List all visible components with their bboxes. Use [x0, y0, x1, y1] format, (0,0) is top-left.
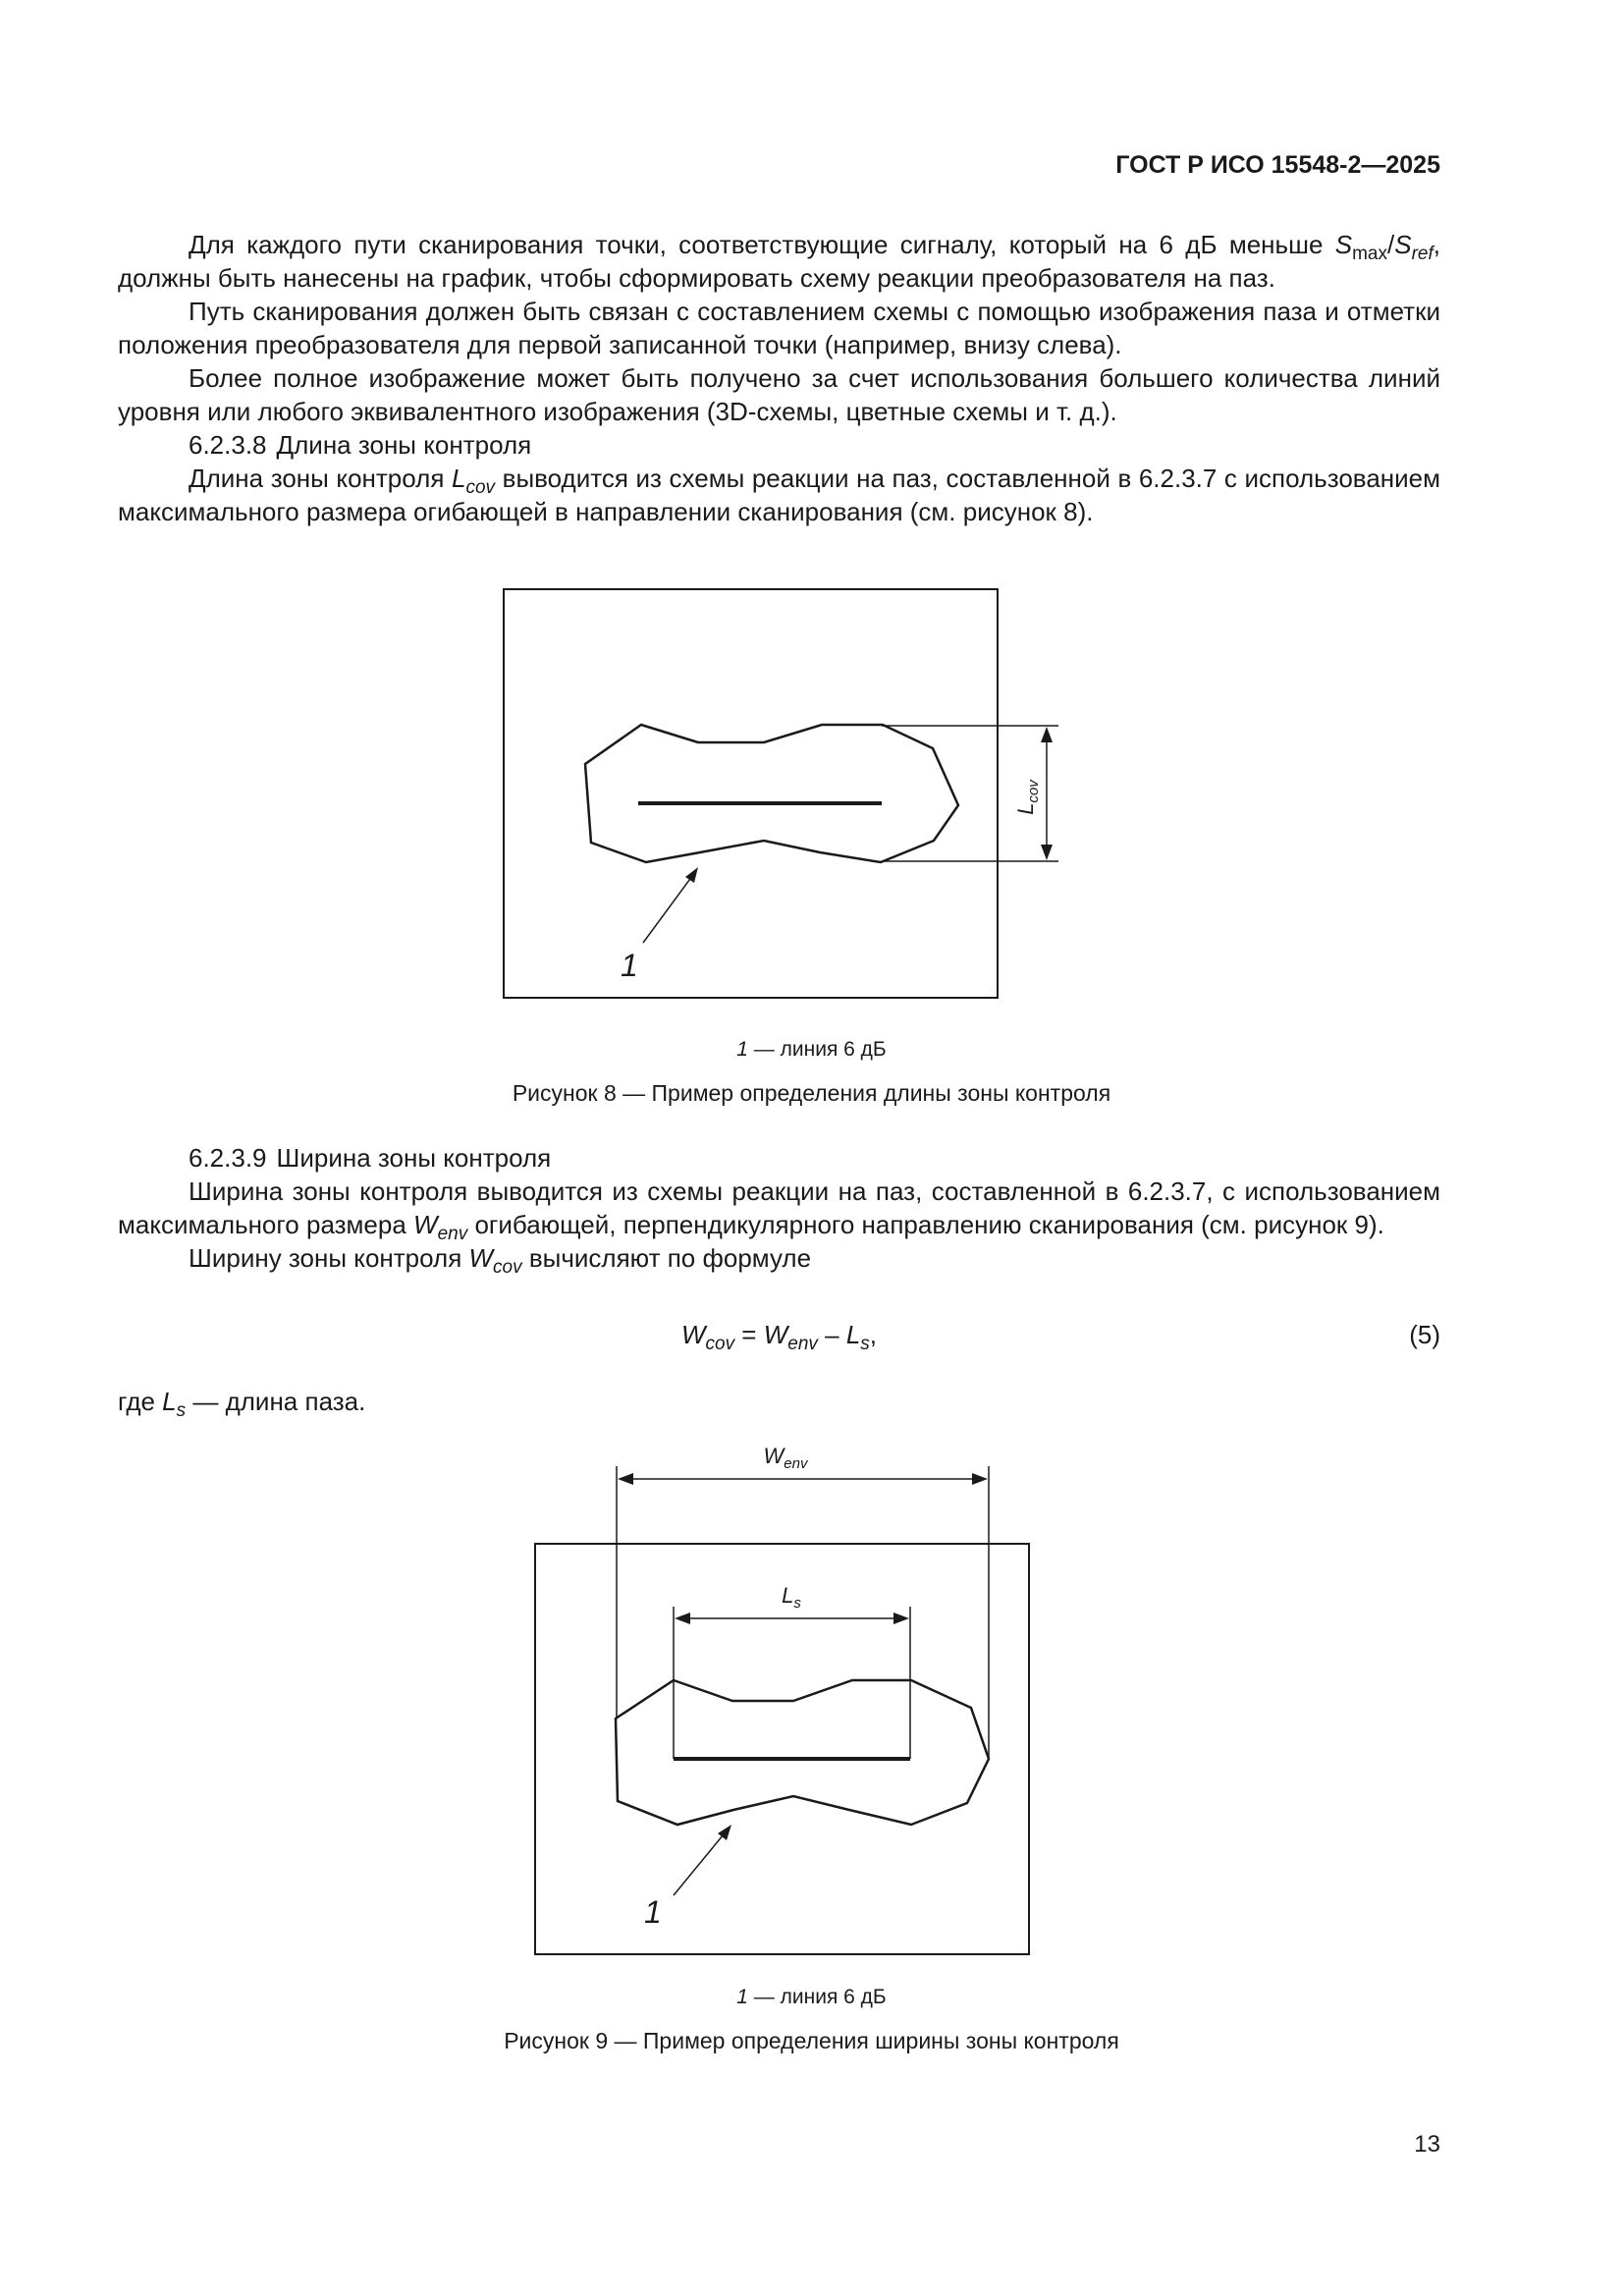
figure-9-envelope	[616, 1680, 989, 1825]
figure-9-leader	[674, 1830, 728, 1895]
figure-9-callout: 1	[644, 1894, 662, 1930]
figure-9-title: Рисунок 9 — Пример определения ширины зоны контроля	[504, 2028, 1119, 2053]
symbol-s-ref: S	[1394, 230, 1412, 259]
formula-expression: $W_{cov} = W_{env} - L_s$,	[680, 1320, 878, 1354]
figure-9-ls-arrow-left	[675, 1613, 690, 1624]
paragraph-scan-path: Путь сканирования должен быть связан с составлением схемы с помощью изображения паза и отметки положения преобразователя для первой записанной точки (например, внизу слева).	[118, 297, 1440, 359]
where-clause: где $L_s$ — длина паза.	[118, 1387, 366, 1421]
figure-9-ls-arrow-right	[893, 1613, 909, 1624]
formula-number: (5)	[1409, 1320, 1440, 1349]
symbol-s-max: S	[1334, 230, 1353, 259]
paragraph-formula-intro: Ширину зоны контроля $W_{cov}$ вычисляют по формуле	[189, 1243, 812, 1278]
figure-8-title: Рисунок 8 — Пример определения длины зоны контроля	[512, 1080, 1111, 1106]
paragraph-length: Длина зоны контроля $L_{cov}$ выводится из схемы реакции на паз, составленной в 6.2.3.7 с использованием максимального размера огибающей в направлении сканирования (см. рисунок 8).	[118, 464, 1441, 526]
document-header: ГОСТ Р ИСО 15548-2—2025	[1115, 151, 1440, 179]
clause-heading-width: 6.2.3.9 Ширина зоны контроля	[189, 1143, 552, 1173]
page-number: 13	[1414, 2131, 1440, 2158]
figure-8-dimension-label: $L_{cov}$	[1013, 780, 1042, 815]
figure-9-wenv-arrow-left	[618, 1473, 633, 1485]
figure-9-legend: 1 — линия 6 дБ	[736, 1986, 887, 2008]
figure-9-wenv-label: $W_{env}$	[763, 1444, 808, 1472]
figure-8-legend: 1 — линия 6 дБ	[736, 1038, 887, 1061]
figure-9-ls-label: $L_s$	[782, 1583, 801, 1612]
paragraph-scan-points: Для каждого пути сканирования точки, соответствующие сигналу, который на 6 дБ меньше $S_{max}/S_{ref}$, должны быть нанесены на график, чтобы сформировать схему реакции преобразователя на паз.	[118, 230, 1440, 293]
clause-heading-length: 6.2.3.8 Длина зоны контроля	[189, 430, 532, 460]
figure-9-wenv-arrow-right	[972, 1473, 988, 1485]
figure-8-callout: 1	[621, 948, 638, 983]
paragraph-width: Ширина зоны контроля выводится из схемы реакции на паз, составленной в 6.2.3.7, с использованием максимального размера $W_{env}$ огибающей, перпендикулярного направлению сканирования (см. рисунок 9).	[118, 1176, 1440, 1244]
paragraph-full-image: Более полное изображение может быть получено за счет использования большего количества линий уровня или любого эквивалентного изображения (3D-схемы, цветные схемы и т. д.).	[118, 363, 1440, 426]
